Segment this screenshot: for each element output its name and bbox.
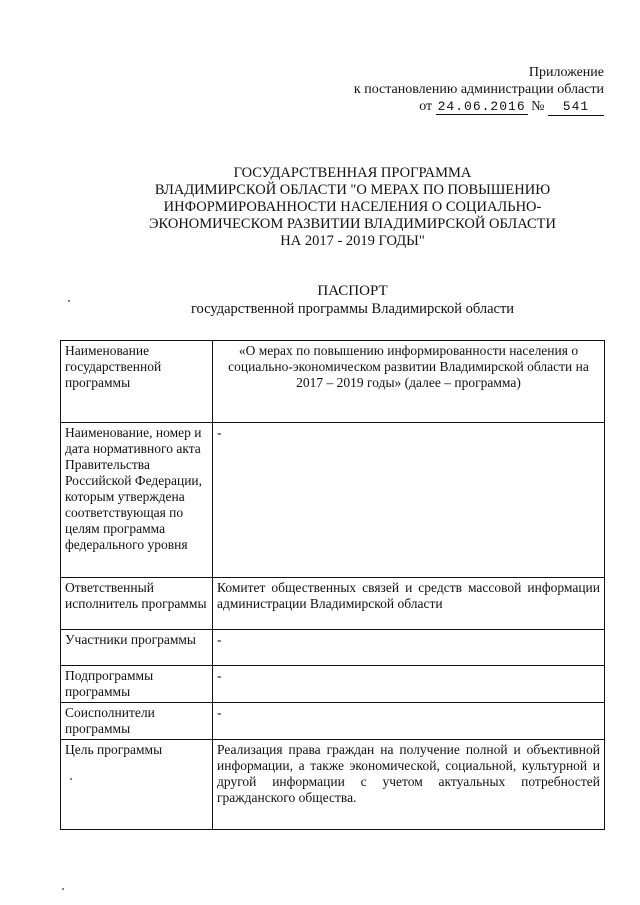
appendix-block xyxy=(354,64,604,116)
table-row xyxy=(61,630,605,666)
row-value: - xyxy=(213,666,605,703)
passport-table xyxy=(60,340,605,830)
table-row xyxy=(61,578,605,630)
table-row xyxy=(61,703,605,740)
row-label: Участники программы xyxy=(61,630,213,666)
table-row xyxy=(61,740,605,830)
row-value: Реализация права граждан на получение полной и объективной информации, а также экономической, социальной, культурной и другой информации с учетом актуальных потребностей гражданского общества. xyxy=(213,740,605,830)
program-title-line: НА 2017 - 2019 ГОДЫ" xyxy=(280,233,425,249)
table-row xyxy=(61,341,605,423)
program-title xyxy=(100,165,605,250)
row-value: - xyxy=(213,703,605,740)
row-value: Комитет общественных связей и средств массовой информации администрации Владимирской области xyxy=(213,578,605,630)
scan-speck xyxy=(68,300,70,302)
date-prefix: от xyxy=(419,99,433,114)
row-label: Ответственный исполнитель программы xyxy=(61,578,213,630)
scan-speck xyxy=(62,888,64,890)
passport-subheading: государственной программы Владимирской области xyxy=(190,301,515,317)
table-row xyxy=(61,666,605,703)
row-label: Цель программы xyxy=(61,740,213,830)
program-title-line: ИНФОРМИРОВАННОСТИ НАСЕЛЕНИЯ О СОЦИАЛЬНО- xyxy=(163,199,542,215)
appendix-title: Приложение xyxy=(528,65,604,80)
order-date: 24.06.2016 xyxy=(437,99,526,114)
passport-heading-block xyxy=(100,282,605,318)
program-title-line: ВЛАДИМИРСКОЙ ОБЛАСТИ "О МЕРАХ ПО ПОВЫШЕНИЮ xyxy=(154,182,551,198)
row-label: Наименование, номер и дата нормативного акта Правительства Российской Федерации, которым утверждена соответствующая по целям программа федерального уровня xyxy=(61,423,213,578)
order-line xyxy=(419,98,604,116)
row-value: «О мерах по повышению информированности населения о социально-экономическом развитии Владимирской области на 2017 – 2019 годы» (далее – программа) xyxy=(213,341,605,423)
number-prefix: № xyxy=(531,99,545,114)
row-value: - xyxy=(213,423,605,578)
appendix-resolution: к постановлению администрации области xyxy=(353,82,604,97)
table-row xyxy=(61,423,605,578)
row-label: Подпрограммы программы xyxy=(61,666,213,703)
order-number: 541 xyxy=(548,98,604,116)
row-label: Наименование государственной программы xyxy=(61,341,213,423)
program-title-line: ЭКОНОМИЧЕСКОМ РАЗВИТИИ ВЛАДИМИРСКОЙ ОБЛАСТИ xyxy=(148,216,557,232)
row-value: - xyxy=(213,630,605,666)
row-label: Соисполнители программы xyxy=(61,703,213,740)
scan-speck xyxy=(70,778,72,780)
passport-heading: ПАСПОРТ xyxy=(317,283,388,299)
program-title-line: ГОСУДАРСТВЕННАЯ ПРОГРАММА xyxy=(233,165,472,181)
